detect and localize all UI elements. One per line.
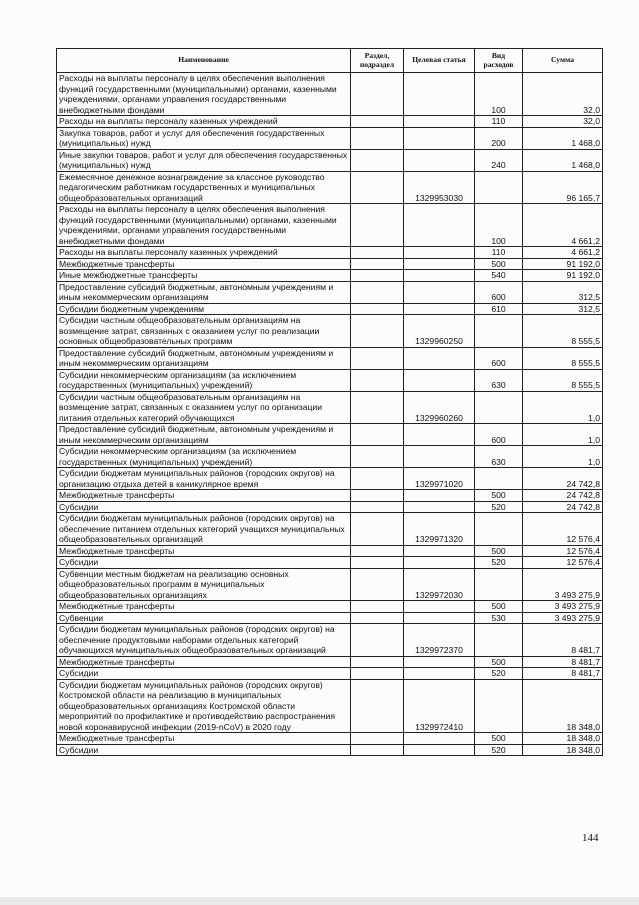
row-code-cell: [404, 303, 475, 315]
row-name-cell: Расходы на выплаты персоналу казенных учреждений: [57, 247, 351, 259]
table-row: [57, 468, 603, 490]
row-sum-cell: 24 742,8: [523, 501, 603, 513]
row-name-cell: Субсидии частным общеобразовательным организациям на возмещение затрат, связанных с оказанием услуг по реализации основных общеобразовательных программ: [57, 315, 351, 348]
row-sum-cell: 312,5: [523, 281, 603, 303]
row-code-cell: 1329972410: [404, 679, 475, 733]
row-section-cell: [351, 656, 404, 668]
table-row: [57, 612, 603, 624]
row-type-cell: 500: [475, 601, 523, 613]
table-row: [57, 424, 603, 446]
row-section-cell: [351, 679, 404, 733]
row-type-cell: [475, 391, 523, 424]
row-sum-cell: 8 555,5: [523, 315, 603, 348]
row-name-cell: Межбюджетные трансферты: [57, 490, 351, 502]
row-name-cell: Межбюджетные трансферты: [57, 656, 351, 668]
row-type-cell: 530: [475, 612, 523, 624]
row-type-cell: 100: [475, 204, 523, 247]
scan-edge: [0, 897, 639, 905]
row-section-cell: [351, 149, 404, 171]
row-code-cell: 1329953030: [404, 171, 475, 204]
table-row: [57, 545, 603, 557]
table-row: [57, 116, 603, 128]
row-name-cell: Межбюджетные трансферты: [57, 258, 351, 270]
table-row: [57, 601, 603, 613]
row-type-cell: [475, 568, 523, 601]
table-row: [57, 490, 603, 502]
row-type-cell: 520: [475, 557, 523, 569]
row-code-cell: 1329972370: [404, 624, 475, 657]
row-section-cell: [351, 744, 404, 756]
row-section-cell: [351, 513, 404, 546]
row-sum-cell: 1,0: [523, 391, 603, 424]
row-section-cell: [351, 624, 404, 657]
row-code-cell: [404, 127, 475, 149]
row-code-cell: [404, 744, 475, 756]
row-name-cell: Предоставление субсидий бюджетным, автономным учреждениям и иным некоммерческим организациям: [57, 424, 351, 446]
row-code-cell: [404, 490, 475, 502]
table-row: [57, 247, 603, 259]
row-type-cell: 610: [475, 303, 523, 315]
row-code-cell: 1329972030: [404, 568, 475, 601]
row-section-cell: [351, 391, 404, 424]
table-row: [57, 73, 603, 116]
row-code-cell: [404, 369, 475, 391]
row-sum-cell: 18 348,0: [523, 744, 603, 756]
header-code: Целевая статья: [404, 49, 475, 73]
row-name-cell: Субсидии бюджетам муниципальных районов (городских округов) на обеспечение продуктовыми наборами отдельных категорий обучающихся муниципальных общеобразовательных организаций: [57, 624, 351, 657]
row-sum-cell: 1,0: [523, 446, 603, 468]
row-sum-cell: 312,5: [523, 303, 603, 315]
row-type-cell: 630: [475, 446, 523, 468]
table-body: [57, 73, 603, 756]
row-section-cell: [351, 73, 404, 116]
row-code-cell: [404, 601, 475, 613]
row-type-cell: 520: [475, 668, 523, 680]
row-section-cell: [351, 601, 404, 613]
row-sum-cell: 4 661,2: [523, 247, 603, 259]
row-sum-cell: 3 493 275,9: [523, 612, 603, 624]
row-sum-cell: 18 348,0: [523, 733, 603, 745]
table-row: [57, 281, 603, 303]
table-row: [57, 391, 603, 424]
table-row: [57, 204, 603, 247]
row-name-cell: Межбюджетные трансферты: [57, 545, 351, 557]
row-name-cell: Субсидии частным общеобразовательным организациям на возмещение затрат, связанных с оказанием услуг по организации питания отдельных категорий обучающихся: [57, 391, 351, 424]
row-code-cell: [404, 656, 475, 668]
row-type-cell: 600: [475, 424, 523, 446]
row-code-cell: [404, 204, 475, 247]
row-type-cell: [475, 624, 523, 657]
row-section-cell: [351, 490, 404, 502]
row-type-cell: [475, 171, 523, 204]
row-code-cell: [404, 347, 475, 369]
row-code-cell: [404, 281, 475, 303]
row-sum-cell: 8 481,7: [523, 624, 603, 657]
row-section-cell: [351, 127, 404, 149]
row-name-cell: Субвенции: [57, 612, 351, 624]
table-row: [57, 557, 603, 569]
row-sum-cell: 12 576,4: [523, 545, 603, 557]
row-code-cell: [404, 149, 475, 171]
row-name-cell: Субсидии: [57, 744, 351, 756]
row-sum-cell: 8 481,7: [523, 656, 603, 668]
row-code-cell: [404, 446, 475, 468]
row-sum-cell: 8 555,5: [523, 369, 603, 391]
row-sum-cell: 12 576,4: [523, 513, 603, 546]
row-section-cell: [351, 116, 404, 128]
table-row: [57, 315, 603, 348]
row-section-cell: [351, 668, 404, 680]
table-row: [57, 656, 603, 668]
table-row: [57, 668, 603, 680]
row-section-cell: [351, 303, 404, 315]
row-name-cell: Предоставление субсидий бюджетным, автономным учреждениям и иным некоммерческим организациям: [57, 347, 351, 369]
row-sum-cell: 32,0: [523, 116, 603, 128]
row-section-cell: [351, 347, 404, 369]
row-sum-cell: 8 555,5: [523, 347, 603, 369]
row-code-cell: 1329960260: [404, 391, 475, 424]
row-name-cell: Расходы на выплаты персоналу в целях обеспечения выполнения функций государственными (муниципальными) органами, казенными учреждениями, органами управления государственными внебюджетными фондами: [57, 73, 351, 116]
row-section-cell: [351, 315, 404, 348]
row-code-cell: [404, 557, 475, 569]
row-sum-cell: 91 192,0: [523, 258, 603, 270]
row-type-cell: 600: [475, 281, 523, 303]
table-header-row: [57, 49, 603, 73]
table-row: [57, 446, 603, 468]
row-sum-cell: 1 468,0: [523, 127, 603, 149]
row-code-cell: [404, 612, 475, 624]
row-sum-cell: 96 165,7: [523, 171, 603, 204]
table-row: [57, 303, 603, 315]
table-row: [57, 347, 603, 369]
row-section-cell: [351, 501, 404, 513]
row-sum-cell: 8 481,7: [523, 668, 603, 680]
row-type-cell: [475, 513, 523, 546]
table-row: [57, 744, 603, 756]
row-code-cell: 1329971320: [404, 513, 475, 546]
row-name-cell: Субсидии бюджетам муниципальных районов (городских округов) Костромской области на реализацию в муниципальных общеобразовательных организациях Костромской области мероприятий по профилактике и противодействию распространения новой коронавирусной инфекции (2019-nCoV) в 2020 году: [57, 679, 351, 733]
row-type-cell: [475, 468, 523, 490]
row-code-cell: [404, 270, 475, 282]
row-section-cell: [351, 612, 404, 624]
row-section-cell: [351, 369, 404, 391]
row-type-cell: 500: [475, 545, 523, 557]
row-name-cell: Субсидии некоммерческим организациям (за исключением государственных (муниципальных) учреждений): [57, 369, 351, 391]
table-row: [57, 568, 603, 601]
table-row: [57, 624, 603, 657]
row-name-cell: Закупка товаров, работ и услуг для обеспечения государственных (муниципальных) нужд: [57, 127, 351, 149]
table-row: [57, 171, 603, 204]
row-name-cell: Ежемесячное денежное вознаграждение за классное руководство педагогическим работникам государственных и муниципальных общеобразовательных организаций: [57, 171, 351, 204]
row-section-cell: [351, 733, 404, 745]
row-sum-cell: 24 742,8: [523, 468, 603, 490]
header-sum: Сумма: [523, 49, 603, 73]
row-section-cell: [351, 171, 404, 204]
row-name-cell: Субсидии бюджетам муниципальных районов (городских округов) на обеспечение питанием отдельных категорий учащихся муниципальных общеобразовательных организаций: [57, 513, 351, 546]
row-type-cell: 100: [475, 73, 523, 116]
row-section-cell: [351, 204, 404, 247]
row-section-cell: [351, 281, 404, 303]
row-code-cell: [404, 733, 475, 745]
row-section-cell: [351, 270, 404, 282]
row-section-cell: [351, 446, 404, 468]
budget-table: [56, 48, 603, 756]
row-type-cell: 200: [475, 127, 523, 149]
row-type-cell: 240: [475, 149, 523, 171]
row-name-cell: Межбюджетные трансферты: [57, 733, 351, 745]
row-type-cell: [475, 679, 523, 733]
row-name-cell: Межбюджетные трансферты: [57, 601, 351, 613]
row-name-cell: Субсидии некоммерческим организациям (за исключением государственных (муниципальных) учреждений): [57, 446, 351, 468]
row-type-cell: 540: [475, 270, 523, 282]
row-code-cell: [404, 116, 475, 128]
row-sum-cell: 91 192,0: [523, 270, 603, 282]
row-code-cell: [404, 545, 475, 557]
row-name-cell: Субсидии бюджетам муниципальных районов (городских округов) на организацию отдыха детей в каникулярное время: [57, 468, 351, 490]
row-name-cell: Субсидии: [57, 557, 351, 569]
table-row: [57, 501, 603, 513]
row-type-cell: 110: [475, 116, 523, 128]
row-sum-cell: 1,0: [523, 424, 603, 446]
row-code-cell: [404, 424, 475, 446]
table-row: [57, 149, 603, 171]
row-type-cell: 500: [475, 656, 523, 668]
row-type-cell: 520: [475, 501, 523, 513]
row-section-cell: [351, 568, 404, 601]
row-code-cell: [404, 73, 475, 116]
row-code-cell: [404, 247, 475, 259]
table-row: [57, 258, 603, 270]
table-row: [57, 513, 603, 546]
row-sum-cell: 18 348,0: [523, 679, 603, 733]
header-section: Раздел, подраздел: [351, 49, 404, 73]
row-name-cell: Расходы на выплаты персоналу в целях обеспечения выполнения функций государственными (муниципальными) органами, казенными учреждениями, органами управления государственными внебюджетными фондами: [57, 204, 351, 247]
row-name-cell: Иные межбюджетные трансферты: [57, 270, 351, 282]
row-section-cell: [351, 424, 404, 446]
table-row: [57, 369, 603, 391]
table-row: [57, 127, 603, 149]
row-section-cell: [351, 247, 404, 259]
row-sum-cell: 12 576,4: [523, 557, 603, 569]
row-code-cell: [404, 501, 475, 513]
row-name-cell: Субсидии бюджетным учреждениям: [57, 303, 351, 315]
header-type: Вид расходов: [475, 49, 523, 73]
row-sum-cell: 24 742,8: [523, 490, 603, 502]
row-type-cell: 500: [475, 258, 523, 270]
row-name-cell: Субсидии: [57, 668, 351, 680]
row-type-cell: 600: [475, 347, 523, 369]
table-row: [57, 270, 603, 282]
row-name-cell: Субсидии: [57, 501, 351, 513]
row-type-cell: 520: [475, 744, 523, 756]
row-sum-cell: 3 493 275,9: [523, 568, 603, 601]
row-section-cell: [351, 468, 404, 490]
row-sum-cell: 1 468,0: [523, 149, 603, 171]
row-name-cell: Предоставление субсидий бюджетным, автономным учреждениям и иным некоммерческим организациям: [57, 281, 351, 303]
row-name-cell: Расходы на выплаты персоналу казенных учреждений: [57, 116, 351, 128]
row-type-cell: 110: [475, 247, 523, 259]
row-type-cell: 500: [475, 733, 523, 745]
header-name: Наименование: [57, 49, 351, 73]
row-code-cell: [404, 668, 475, 680]
row-name-cell: Субвенции местным бюджетам на реализацию основных общеобразовательных программ в муниципальных общеобразовательных организациях: [57, 568, 351, 601]
row-code-cell: [404, 258, 475, 270]
row-code-cell: 1329960250: [404, 315, 475, 348]
table-row: [57, 679, 603, 733]
row-sum-cell: 32,0: [523, 73, 603, 116]
row-name-cell: Иные закупки товаров, работ и услуг для обеспечения государственных (муниципальных) нужд: [57, 149, 351, 171]
row-type-cell: 500: [475, 490, 523, 502]
row-sum-cell: 4 661,2: [523, 204, 603, 247]
row-code-cell: 1329971020: [404, 468, 475, 490]
row-section-cell: [351, 545, 404, 557]
row-section-cell: [351, 258, 404, 270]
row-type-cell: [475, 315, 523, 348]
row-section-cell: [351, 557, 404, 569]
row-type-cell: 630: [475, 369, 523, 391]
table-row: [57, 733, 603, 745]
row-sum-cell: 3 493 275,9: [523, 601, 603, 613]
page-number: 144: [582, 832, 599, 844]
